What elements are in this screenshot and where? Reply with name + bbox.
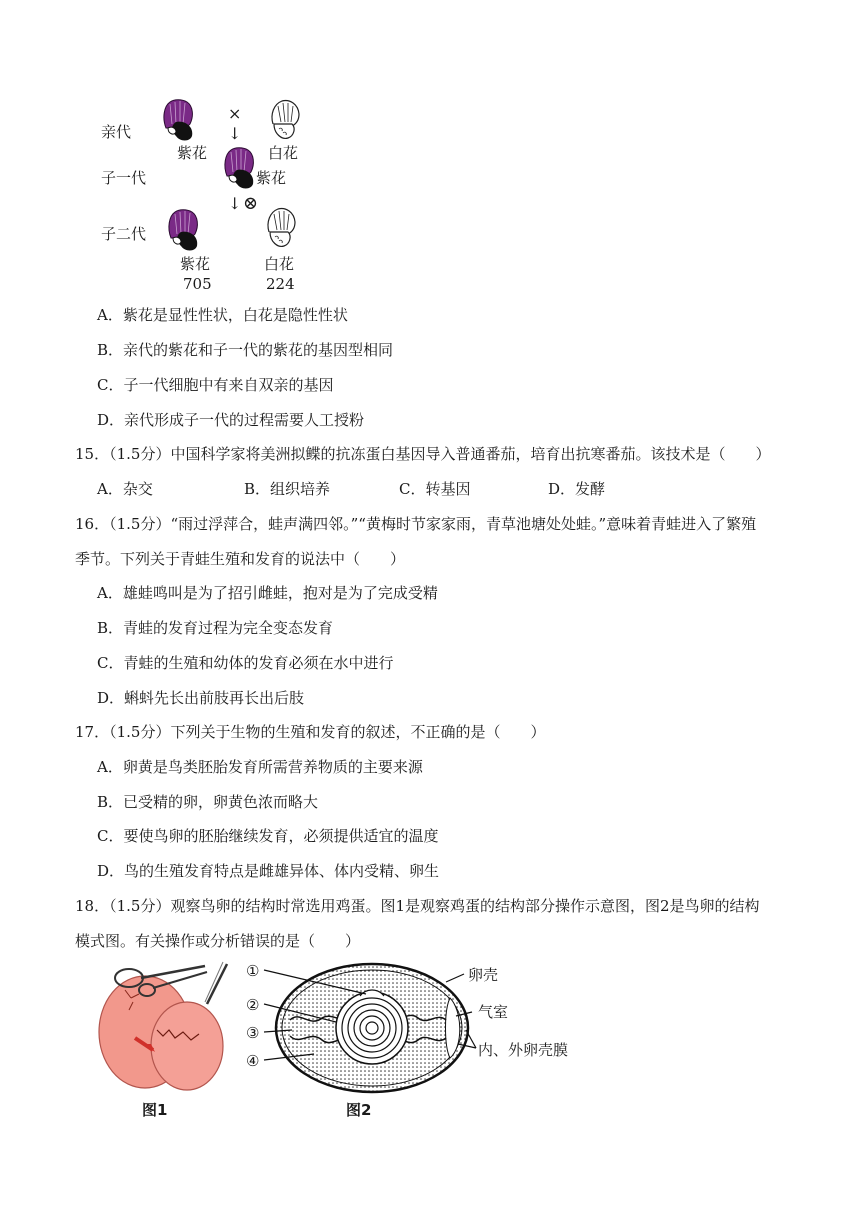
- marker-2: ②: [246, 996, 260, 1014]
- option-c[interactable]: C．转基因: [399, 480, 471, 498]
- white-flower-icon: [264, 206, 298, 250]
- question-stem-continued: 季节。下列关于青蛙生殖和发育的说法中（ ）: [75, 550, 406, 568]
- f2-purple-label: 紫花: [180, 255, 211, 273]
- option-c[interactable]: C．青蛙的生殖和幼体的发育必须在水中进行: [97, 654, 394, 672]
- figure-1-caption: 图1: [142, 1101, 168, 1119]
- question-stem: 17．（1.5分）下列关于生物的生殖和发育的叙述，不正确的是（ ）: [75, 723, 546, 741]
- figure-1-egg-operation: [95, 960, 245, 1092]
- f2-white-count: 224: [266, 275, 295, 293]
- question-stem: 15．（1.5分）中国科学家将美洲拟鲽的抗冻蛋白基因导入普通番茄，培育出抗寒番茄。该技术是（ ）: [75, 445, 771, 463]
- option-d[interactable]: D．蝌蚪先长出前肢再长出后肢: [97, 689, 305, 707]
- figure-2-egg-structure: [240, 958, 490, 1098]
- option-c[interactable]: C．子一代细胞中有来自双亲的基因: [97, 376, 334, 394]
- forceps-icon: [207, 964, 227, 1004]
- cross-symbol: ×: [228, 104, 242, 123]
- f1-purple-label: 紫花: [256, 169, 287, 187]
- yolk: [336, 992, 408, 1064]
- parent-white-label: 白花: [268, 144, 299, 162]
- arrow-down-icon: ↓: [228, 194, 242, 213]
- label-eggshell: 卵壳: [468, 966, 499, 984]
- arrow-down-icon: ↓: [228, 124, 242, 143]
- f1-generation-label: 子一代: [101, 169, 147, 187]
- option-a[interactable]: A．杂交: [97, 480, 153, 498]
- option-a[interactable]: A．紫花是显性性状，白花是隐性性状: [97, 306, 348, 324]
- parent-purple-label: 紫花: [177, 144, 208, 162]
- option-d[interactable]: D．鸟的生殖发育特点是雌雄异体、体内受精、卵生: [97, 862, 440, 880]
- marker-3: ③: [246, 1024, 260, 1042]
- option-a[interactable]: A．卵黄是鸟类胚胎发育所需营养物质的主要来源: [97, 758, 423, 776]
- option-b[interactable]: B．已受精的卵，卵黄色浓而略大: [97, 793, 319, 811]
- purple-flower-icon: [160, 98, 198, 142]
- label-shell-membrane: 内、外卵壳膜: [478, 1041, 569, 1059]
- marker-1: ①: [246, 962, 260, 980]
- f2-purple-count: 705: [183, 275, 212, 293]
- f2-generation-label: 子二代: [101, 225, 147, 243]
- purple-flower-icon: [165, 208, 203, 252]
- option-a[interactable]: A．雄蛙鸣叫是为了招引雌蛙，抱对是为了完成受精: [97, 584, 438, 602]
- question-stem: 18．（1.5分）观察鸟卵的结构时常选用鸡蛋。图1是观察鸡蛋的结构部分操作示意图，图2是鸟卵的结构: [75, 897, 760, 915]
- option-d[interactable]: D．发酵: [548, 480, 606, 498]
- f2-white-label: 白花: [264, 255, 295, 273]
- option-b[interactable]: B．青蛙的发育过程为完全变态发育: [97, 619, 334, 637]
- self-pollination-symbol: ⊗: [243, 193, 259, 214]
- question-stem: 16．（1.5分）“雨过浮萍合，蛙声满四邻。”“黄梅时节家家雨，青草池塘处处蛙。”意味着青蛙进入了繁殖: [75, 515, 757, 533]
- question-stem-continued: 模式图。有关操作或分析错误的是（ ）: [75, 932, 361, 950]
- option-c[interactable]: C．要使鸟卵的胚胎继续发育，必须提供适宜的温度: [97, 827, 439, 845]
- label-air-chamber: 气室: [478, 1003, 509, 1021]
- parent-generation-label: 亲代: [101, 123, 132, 141]
- marker-4: ④: [246, 1052, 260, 1070]
- purple-flower-icon: [221, 146, 259, 190]
- option-b[interactable]: B．组织培养: [244, 480, 331, 498]
- white-flower-icon: [268, 98, 302, 142]
- option-d[interactable]: D．亲代形成子一代的过程需要人工授粉: [97, 411, 365, 429]
- option-b[interactable]: B．亲代的紫花和子一代的紫花的基因型相同: [97, 341, 394, 359]
- figure-2-caption: 图2: [346, 1101, 372, 1119]
